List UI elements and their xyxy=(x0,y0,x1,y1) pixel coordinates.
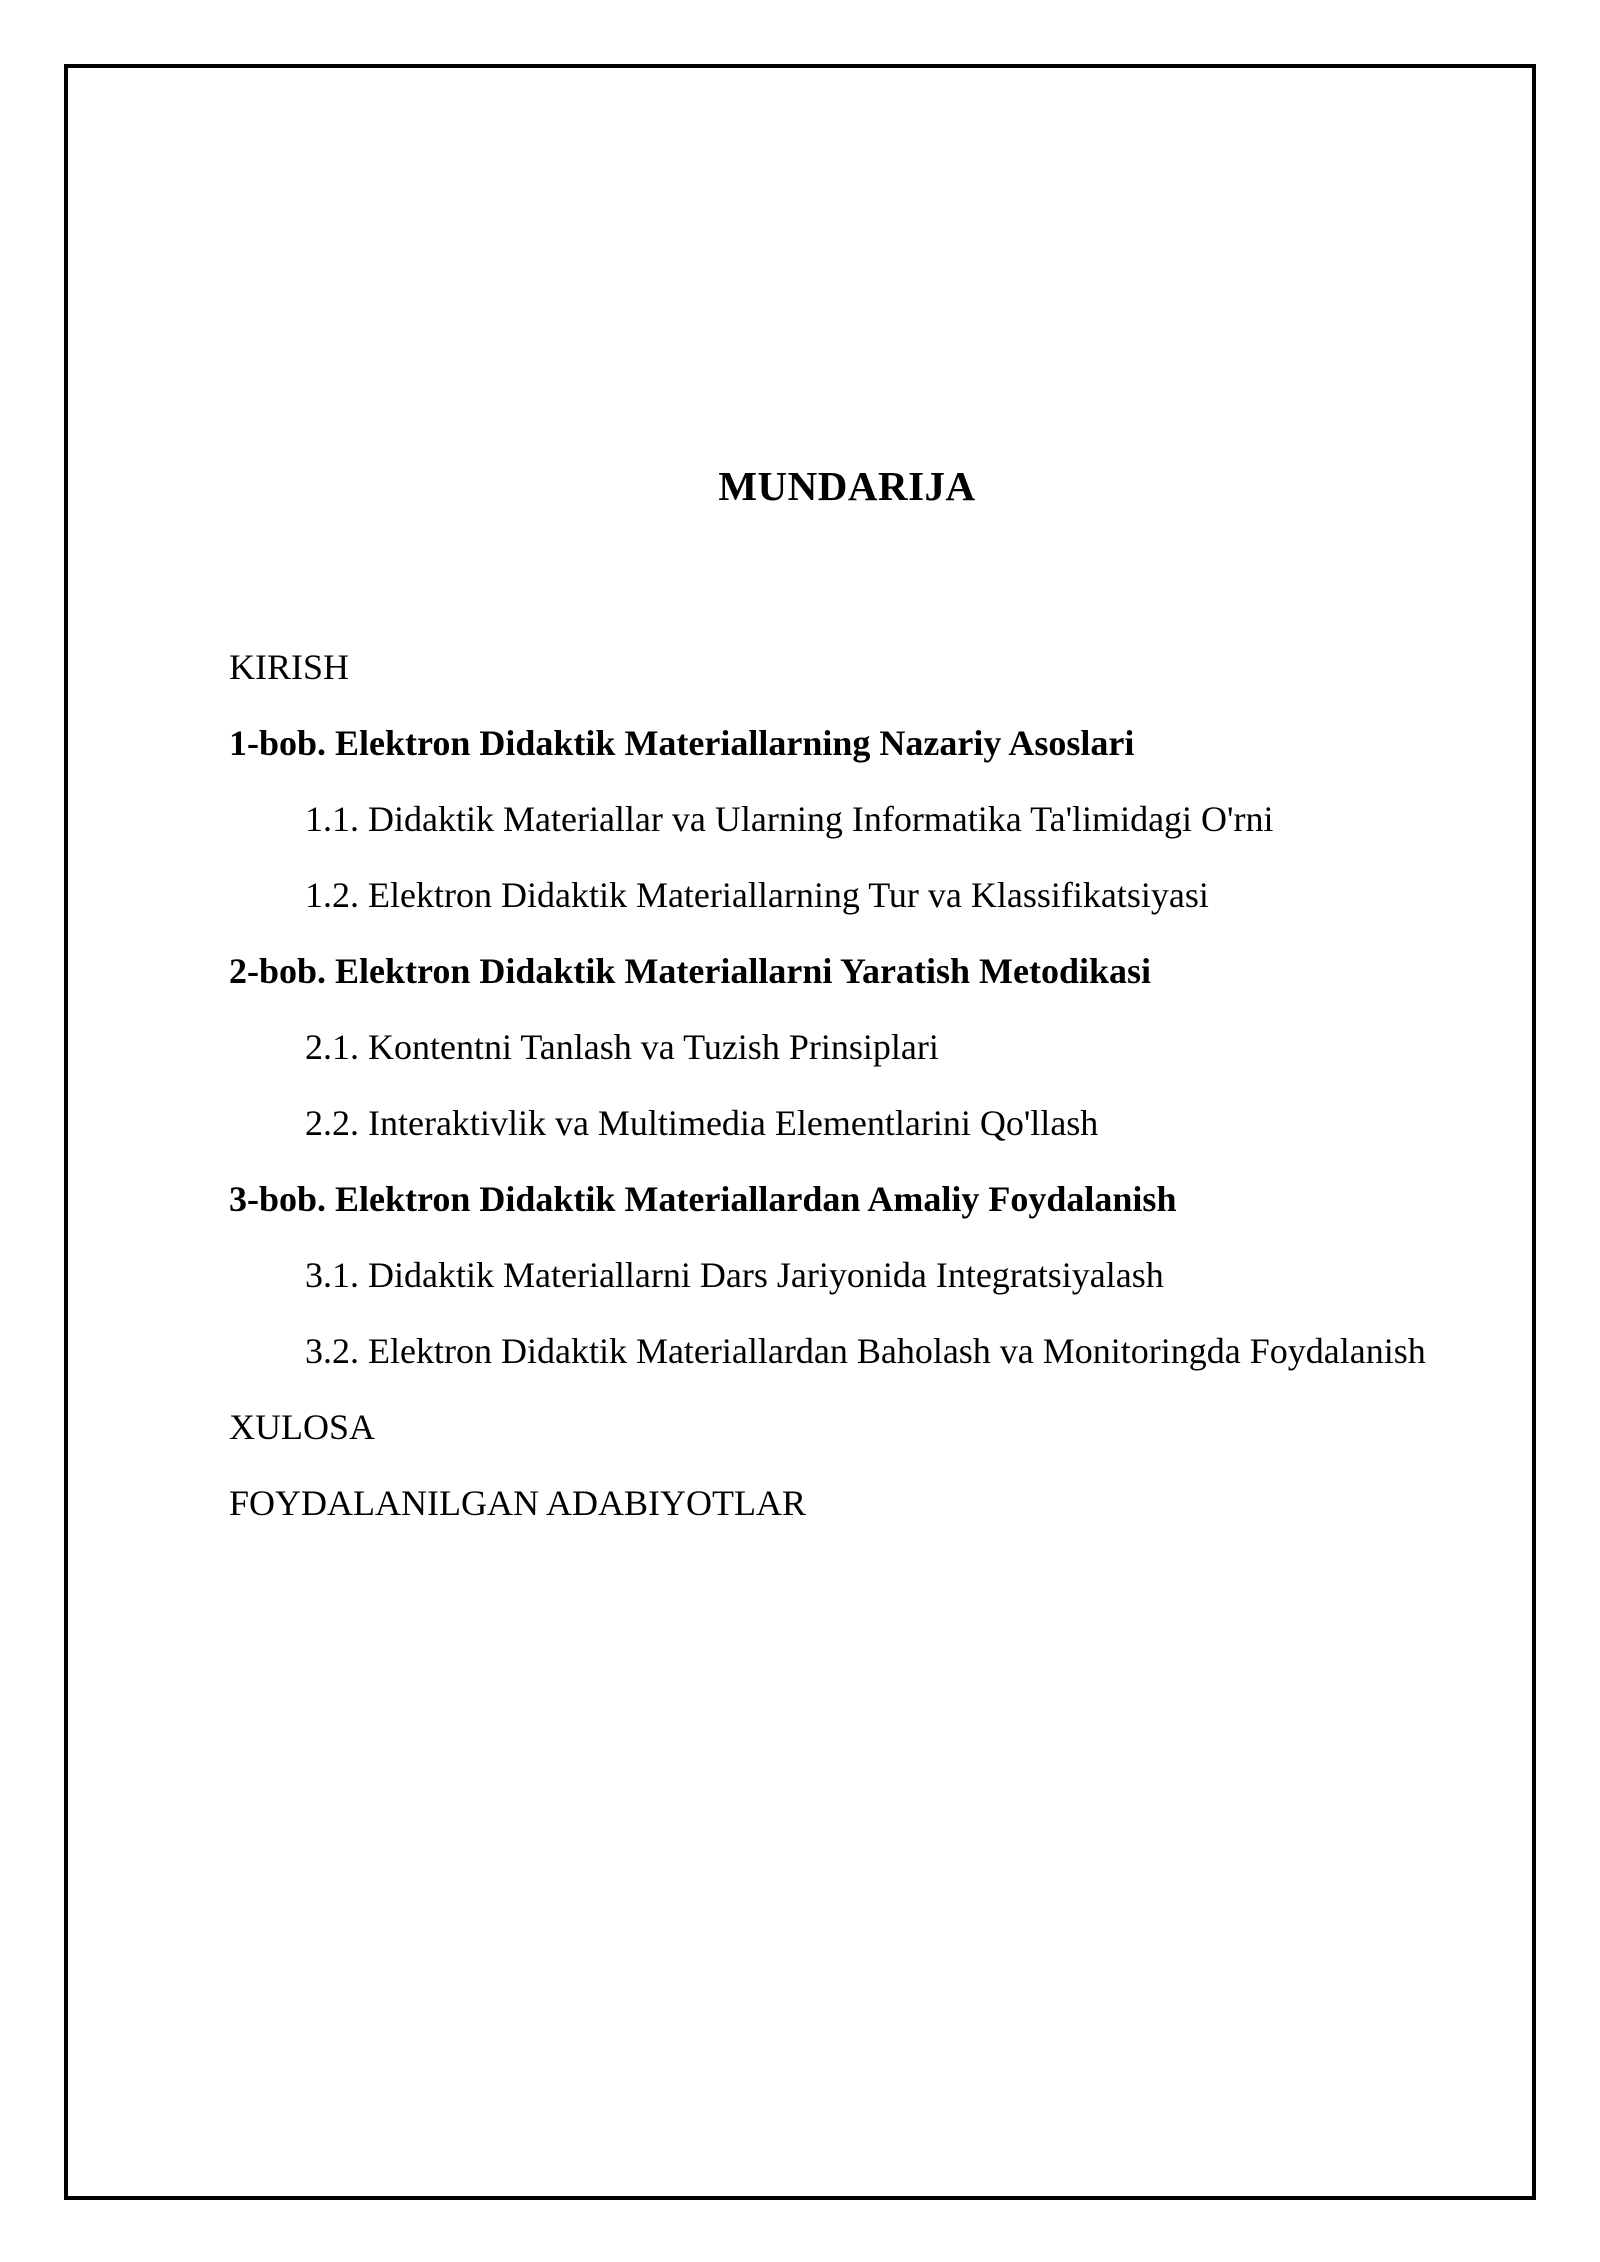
toc-section-1-2: 1.2. Elektron Didaktik Materiallarning Tur va Klassifikatsiyasi xyxy=(305,875,1209,915)
toc-section-3-1: 3.1. Didaktik Materiallarni Dars Jariyonida Integratsiyalash xyxy=(305,1255,1164,1295)
toc-section-2-1: 2.1. Kontentni Tanlash va Tuzish Prinsiplari xyxy=(305,1027,939,1067)
toc-entry-adabiyotlar: FOYDALANILGAN ADABIYOTLAR xyxy=(229,1483,806,1523)
toc-chapter-1: 1-bob. Elektron Didaktik Materiallarning Nazariy Asoslari xyxy=(229,723,1135,763)
toc-section-3-2: 3.2. Elektron Didaktik Materiallardan Baholash va Monitoringda Foydalanish xyxy=(305,1331,1426,1371)
toc-section-2-2: 2.2. Interaktivlik va Multimedia Elementlarini Qo'llash xyxy=(305,1103,1099,1143)
toc-section-1-1: 1.1. Didaktik Materiallar va Ularning Informatika Ta'limidagi O'rni xyxy=(305,799,1274,839)
toc-chapter-2: 2-bob. Elektron Didaktik Materiallarni Yaratish Metodikasi xyxy=(229,951,1152,991)
page-title: MUNDARIJA xyxy=(718,463,976,509)
toc-entry-kirish: KIRISH xyxy=(229,647,350,687)
toc-entry-xulosa: XULOSA xyxy=(229,1407,376,1447)
toc-chapter-3: 3-bob. Elektron Didaktik Materiallardan Amaliy Foydalanish xyxy=(229,1179,1177,1219)
table-of-contents xyxy=(229,641,1529,1553)
